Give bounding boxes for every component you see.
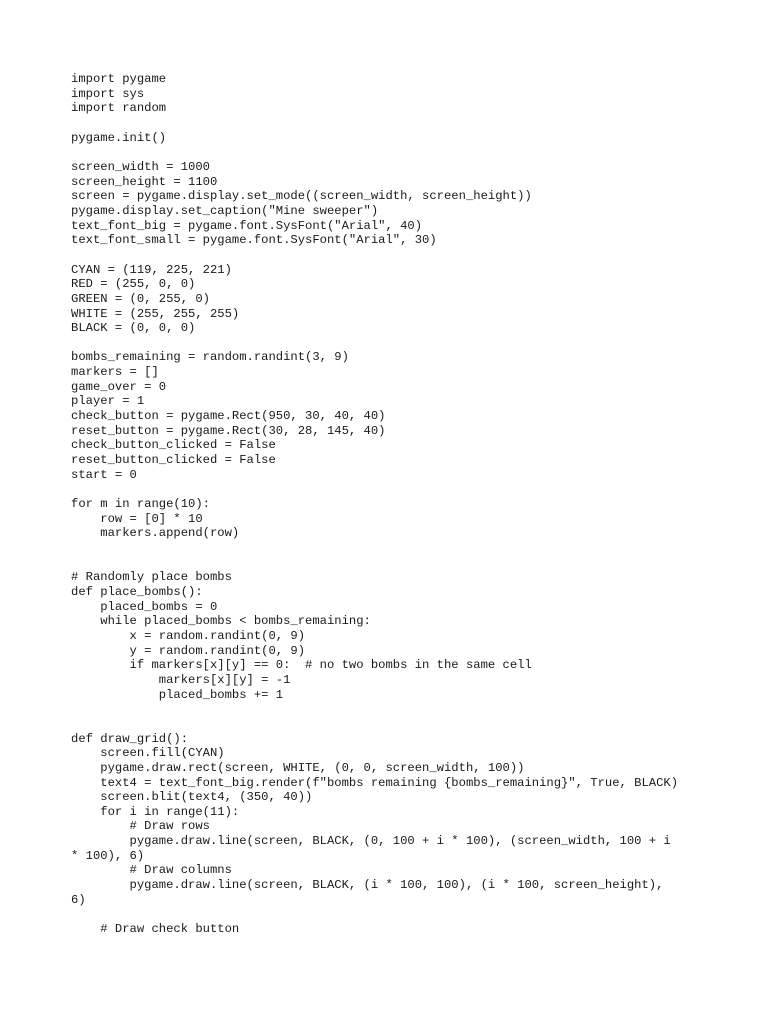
code-line: placed_bombs = 0 xyxy=(71,599,218,614)
code-line: screen.fill(CYAN) xyxy=(71,746,225,761)
code-line xyxy=(71,336,711,351)
code-line: WHITE = (255, 255, 255) xyxy=(71,306,240,321)
code-line: import random xyxy=(71,101,167,116)
code-line: RED = (255, 0, 0) xyxy=(71,277,196,292)
code-line: import pygame xyxy=(71,72,167,86)
code-line: player = 1 xyxy=(71,394,145,409)
code-line: x = random.randint(0, 9) xyxy=(71,628,306,643)
code-line xyxy=(71,907,711,922)
code-line: import sys xyxy=(71,86,145,101)
code-line: def place_bombs(): xyxy=(71,584,203,599)
code-line: for m in range(10): xyxy=(71,497,210,512)
code-line: text_font_small = pygame.font.SysFont("Arial", 30) xyxy=(71,233,437,248)
code-line xyxy=(71,702,711,717)
code-line: # Randomly place bombs xyxy=(71,570,232,585)
code-line: y = random.randint(0, 9) xyxy=(71,643,306,658)
code-line: row = [0] * 10 xyxy=(71,511,203,526)
code-line xyxy=(71,717,711,732)
code-line: pygame.display.set_caption("Mine sweeper") xyxy=(71,203,379,218)
code-line: markers = [] xyxy=(71,365,159,380)
code-line: pygame.draw.line(screen, BLACK, (i * 100, 100), (i * 100, screen_height), xyxy=(71,878,664,893)
code-line: BLACK = (0, 0, 0) xyxy=(71,321,196,336)
code-line xyxy=(71,556,711,571)
code-line xyxy=(71,116,711,131)
code-line: reset_button_clicked = False xyxy=(71,453,276,468)
code-line xyxy=(71,541,711,556)
code-line: for i in range(11): xyxy=(71,804,240,819)
code-line: pygame.draw.line(screen, BLACK, (0, 100 + i * 100), (screen_width, 100 + i xyxy=(71,834,671,849)
code-line xyxy=(71,482,711,497)
code-line: check_button = pygame.Rect(950, 30, 40, 40) xyxy=(71,409,386,424)
code-line: pygame.draw.rect(screen, WHITE, (0, 0, screen_width, 100)) xyxy=(71,760,525,775)
code-line: 6) xyxy=(71,892,86,907)
code-line: text_font_big = pygame.font.SysFont("Arial", 40) xyxy=(71,218,423,233)
code-line: text4 = text_font_big.render(f"bombs remaining {bombs_remaining}", True, BLACK) xyxy=(71,775,679,790)
code-line: if markers[x][y] == 0: # no two bombs in the same cell xyxy=(71,658,532,673)
code-line: while placed_bombs < bombs_remaining: xyxy=(71,614,371,629)
code-line xyxy=(71,145,711,160)
code-line: reset_button = pygame.Rect(30, 28, 145, 40) xyxy=(71,423,386,438)
code-line: bombs_remaining = random.randint(3, 9) xyxy=(71,350,349,365)
code-line: placed_bombs += 1 xyxy=(71,687,284,702)
code-line: screen_width = 1000 xyxy=(71,159,210,174)
code-line: game_over = 0 xyxy=(71,379,167,394)
code-line: check_button_clicked = False xyxy=(71,438,276,453)
code-line: def draw_grid(): xyxy=(71,731,189,746)
code-line: # Draw rows xyxy=(71,819,210,834)
code-line: # Draw columns xyxy=(71,863,232,878)
code-line: pygame.init() xyxy=(71,130,167,145)
code-line: screen_height = 1100 xyxy=(71,174,218,189)
code-line: CYAN = (119, 225, 221) xyxy=(71,262,232,277)
code-line: * 100), 6) xyxy=(71,848,145,863)
code-block xyxy=(71,72,711,937)
code-line: screen = pygame.display.set_mode((screen_width, screen_height)) xyxy=(71,189,532,204)
code-line: screen.blit(text4, (350, 40)) xyxy=(71,790,313,805)
code-line: # Draw check button xyxy=(71,922,240,937)
code-line: markers[x][y] = -1 xyxy=(71,672,291,687)
code-line: start = 0 xyxy=(71,467,137,482)
code-line: markers.append(row) xyxy=(71,526,240,541)
code-line xyxy=(71,248,711,263)
code-line: GREEN = (0, 255, 0) xyxy=(71,291,210,306)
